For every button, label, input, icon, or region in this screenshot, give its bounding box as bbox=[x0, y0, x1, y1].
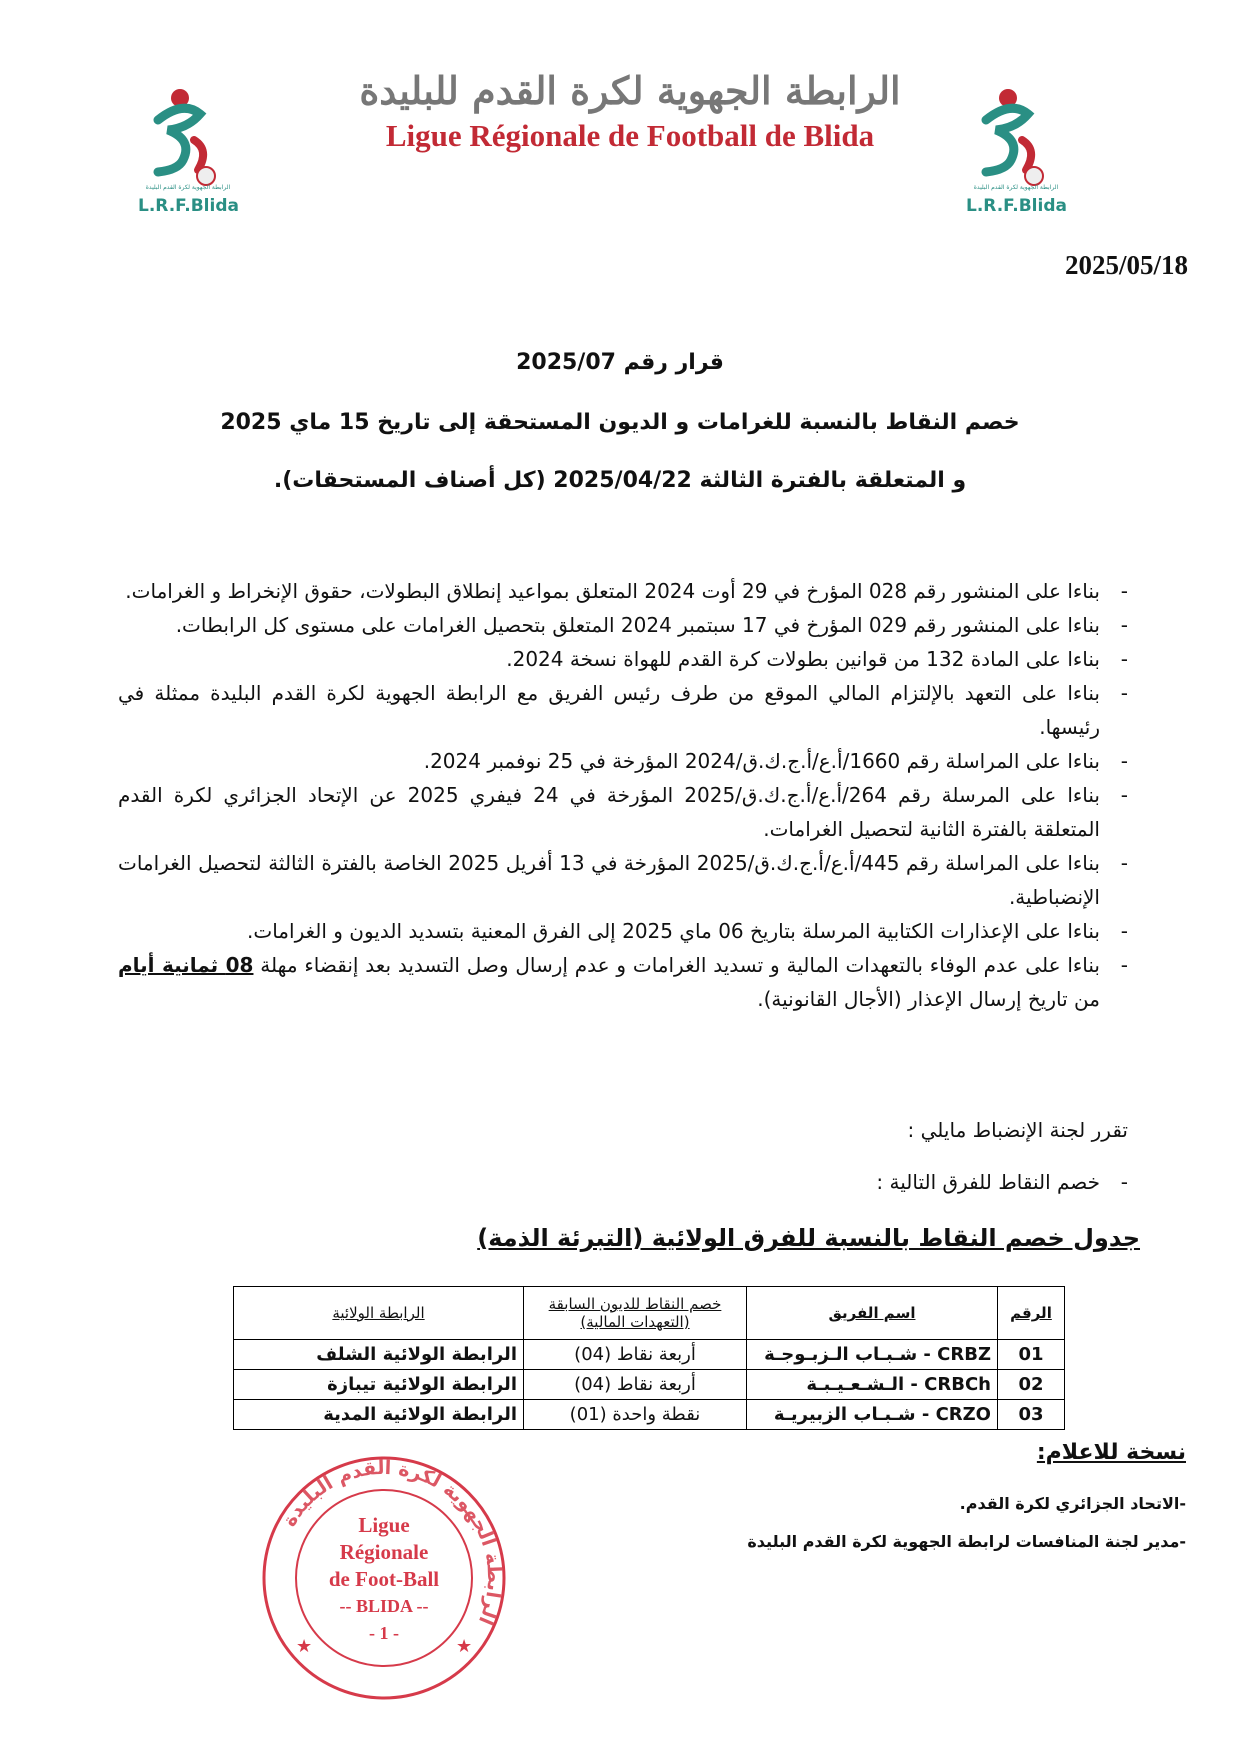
document-date: 2025/05/18 bbox=[1064, 250, 1188, 280]
table-header-row bbox=[234, 1287, 1065, 1340]
player-logo-icon bbox=[966, 80, 1066, 195]
cell-num: 03 bbox=[998, 1400, 1065, 1430]
stamp-line: de Foot-Ball bbox=[328, 1567, 440, 1591]
logo-left bbox=[138, 80, 238, 230]
table-title: جدول خصم النقاط بالنسبة للفرق الولائية (التبرئة الذمة) bbox=[477, 1224, 1140, 1252]
cell-points: نقطة واحدة (01) bbox=[524, 1400, 747, 1430]
consideration-item: - بناءا على المادة 132 من قوانين بطولات كرة القدم للهواة نسخة 2024. bbox=[118, 642, 1128, 676]
deadline-emphasis: 08 ثمانية أيام bbox=[118, 953, 254, 977]
consideration-text: من تاريخ إرسال الإعذار (الأجال القانونية). bbox=[757, 987, 1100, 1011]
logo-text: L.R.F.Blida bbox=[966, 196, 1067, 216]
consideration-item: - بناءا على المنشور رقم 028 المؤرخ في 29 أوت 2024 المتعلق بمواعيد إنطلاق البطولات، حقوق الإنخراط و الغرامات. bbox=[118, 574, 1128, 608]
copy-recipient: -مدير لجنة المنافسات لرابطة الجهوية لكرة القدم البليدة bbox=[747, 1532, 1186, 1551]
official-stamp bbox=[258, 1452, 510, 1704]
bullet-dash: - bbox=[1120, 1170, 1128, 1194]
logo-subtext: الرابطة الجهوية لكرة القدم البليدة bbox=[145, 184, 231, 191]
table-row bbox=[234, 1400, 1065, 1430]
header-points: خصم النقاط للديون السابقة (التعهدات المالية) bbox=[524, 1287, 747, 1340]
stamp-line: Régionale bbox=[339, 1540, 429, 1564]
committee-decides: تقرر لجنة الإنضباط مايلي : bbox=[907, 1118, 1128, 1142]
cell-points: أربعة نقاط (04) bbox=[524, 1340, 747, 1370]
header-title-arabic: الرابطة الجهوية لكرة القدم للبليدة bbox=[359, 68, 901, 113]
consideration-item-last bbox=[118, 948, 1128, 1016]
table-row bbox=[234, 1370, 1065, 1400]
copy-recipient: -الاتحاد الجزائري لكرة القدم. bbox=[959, 1494, 1186, 1513]
cell-team: CRBZ - شـبـاب الـزبـوجـة bbox=[747, 1340, 998, 1370]
logo-right bbox=[966, 80, 1066, 230]
deduct-item bbox=[876, 1170, 1128, 1194]
cell-team: CRZO - شـبـاب الزبيريـة bbox=[747, 1400, 998, 1430]
cell-league: الرابطة الولائية الشلف bbox=[234, 1340, 524, 1370]
logo-text: L.R.F.Blida bbox=[138, 196, 239, 216]
consideration-item: - بناءا على المنشور رقم 029 المؤرخ في 17 سبتمبر 2024 المتعلق بتحصيل الغرامات على مستوى كل الرابطات. bbox=[118, 608, 1128, 642]
consideration-item: - بناءا على المراسلة رقم 1660/أ.ع/أ.ج.ك.ق/2024 المؤرخة في 25 نوفمبر 2024. bbox=[118, 744, 1128, 778]
copies-heading: نسخة للاعلام: bbox=[1036, 1440, 1186, 1465]
consideration-item: - بناءا على التعهد بالإلتزام المالي الموقع من طرف رئيس الفريق مع الرابطة الجهوية لكرة القدم البليدة ممثلة في رئيسها. bbox=[118, 676, 1128, 744]
svg-text:الرابطة الجهوية لكرة القدم الب: الرابطة الجهوية لكرة القدم البليدة bbox=[278, 1456, 506, 1628]
consideration-item: - بناءا على الإعذارات الكتابية المرسلة بتاريخ 06 ماي 2025 إلى الفرق المعنية بتسديد الديون و الغرامات. bbox=[118, 914, 1128, 948]
consideration-item: - بناءا على المراسلة رقم 445/أ.ع/أ.ج.ك.ق/2025 المؤرخة في 13 أفريل 2025 الخاصة بالفترة الثالثة لتحصيل الغرامات الإنضباطية. bbox=[118, 846, 1128, 914]
points-deduction-table bbox=[233, 1286, 1065, 1430]
header-league: الرابطة الولائية bbox=[234, 1287, 524, 1340]
logo-subtext: الرابطة الجهوية لكرة القدم البليدة bbox=[973, 184, 1059, 191]
decision-subject-line1: خصم النقاط بالنسبة للغرامات و الديون المستحقة إلى تاريخ 15 ماي 2025 bbox=[220, 410, 1020, 435]
decision-number: قرار رقم 2025/07 bbox=[516, 350, 724, 375]
header-team: اسم الفريق bbox=[747, 1287, 998, 1340]
deduct-item-text: خصم النقاط للفرق التالية : bbox=[876, 1170, 1100, 1194]
cell-num: 02 bbox=[998, 1370, 1065, 1400]
consideration-text: بناءا على عدم الوفاء بالتعهدات المالية و تسديد الغرامات و عدم إرسال وصل التسديد بعد إنقضاء مهلة bbox=[260, 953, 1101, 977]
cell-points: أربعة نقاط (04) bbox=[524, 1370, 747, 1400]
stamp-line: Ligue bbox=[358, 1513, 410, 1537]
svg-text:★: ★ bbox=[456, 1636, 473, 1657]
considerations-list bbox=[118, 574, 1128, 1016]
player-logo-icon bbox=[138, 80, 238, 195]
header-num: الرقم bbox=[998, 1287, 1065, 1340]
consideration-item: - بناءا على المرسلة رقم 264/أ.ع/أ.ج.ك.ق/2025 المؤرخة في 24 فيفري 2025 عن الإتحاد الجزائري لكرة القدم المتعلقة بالفترة الثانية لتحصيل الغرامات. bbox=[118, 778, 1128, 846]
header-title-french: Ligue Régionale de Football de Blida bbox=[385, 118, 875, 153]
stamp-line: -- BLIDA -- bbox=[339, 1596, 429, 1616]
decision-subject-line2: و المتعلقة بالفترة الثالثة 2025/04/22 (كل أصناف المستحقات). bbox=[273, 468, 967, 493]
stamp-line: - 1 - bbox=[369, 1623, 399, 1643]
cell-league: الرابطة الولائية تيبازة bbox=[234, 1370, 524, 1400]
cell-team: CRBCh - الـشـعـيـبـة bbox=[747, 1370, 998, 1400]
cell-league: الرابطة الولائية المدية bbox=[234, 1400, 524, 1430]
table-row bbox=[234, 1340, 1065, 1370]
cell-num: 01 bbox=[998, 1340, 1065, 1370]
svg-text:★: ★ bbox=[296, 1636, 313, 1657]
